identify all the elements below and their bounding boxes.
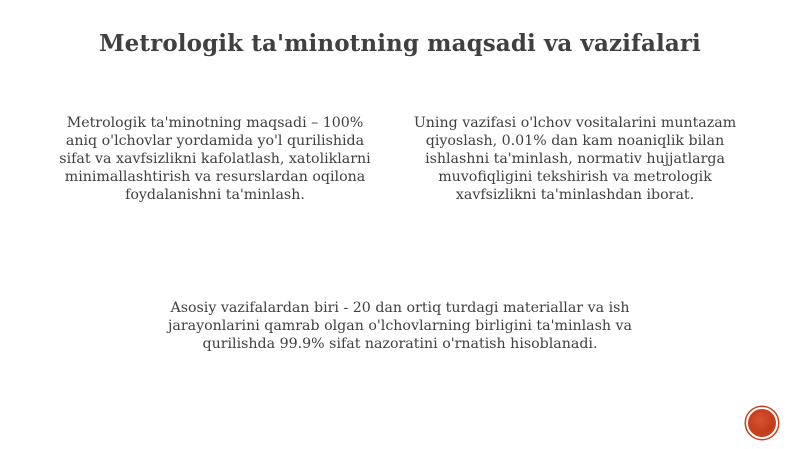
main-task-paragraph: Asosiy vazifalardan biri - 20 dan ortiq turdagi materiallar va ish jarayonlarini qamrab olgan o'lchovlarning birligini ta'minlash va qurilishda 99.9% sifat nazoratini o'rnatish hisoblanadi. [167,300,633,352]
slide-title: Metrologik ta'minotning maqsadi va vazifalari [99,30,701,57]
slide-nav-circle-icon[interactable] [746,407,778,439]
goal-paragraph: Metrologik ta'minotning maqsadi – 100% aniq o'lchovlar yordamida yo'l qurilishida sifat va xavfsizlikni kafolatlash, xatoliklarni minimallashtirish va resurslardan oqilona foydalanishni ta'minlash. [59,115,371,203]
slide-nav-circle-inner [751,412,773,434]
tasks-paragraph: Uning vazifasi o'lchov vositalarini muntazam qiyoslash, 0.01% dan kam noaniqlik bilan ishlashni ta'minlash, normativ hujjatlarga muvofiqligini tekshirish va metrologik xavfsizlikni ta'minlashdan iborat. [413,115,737,203]
